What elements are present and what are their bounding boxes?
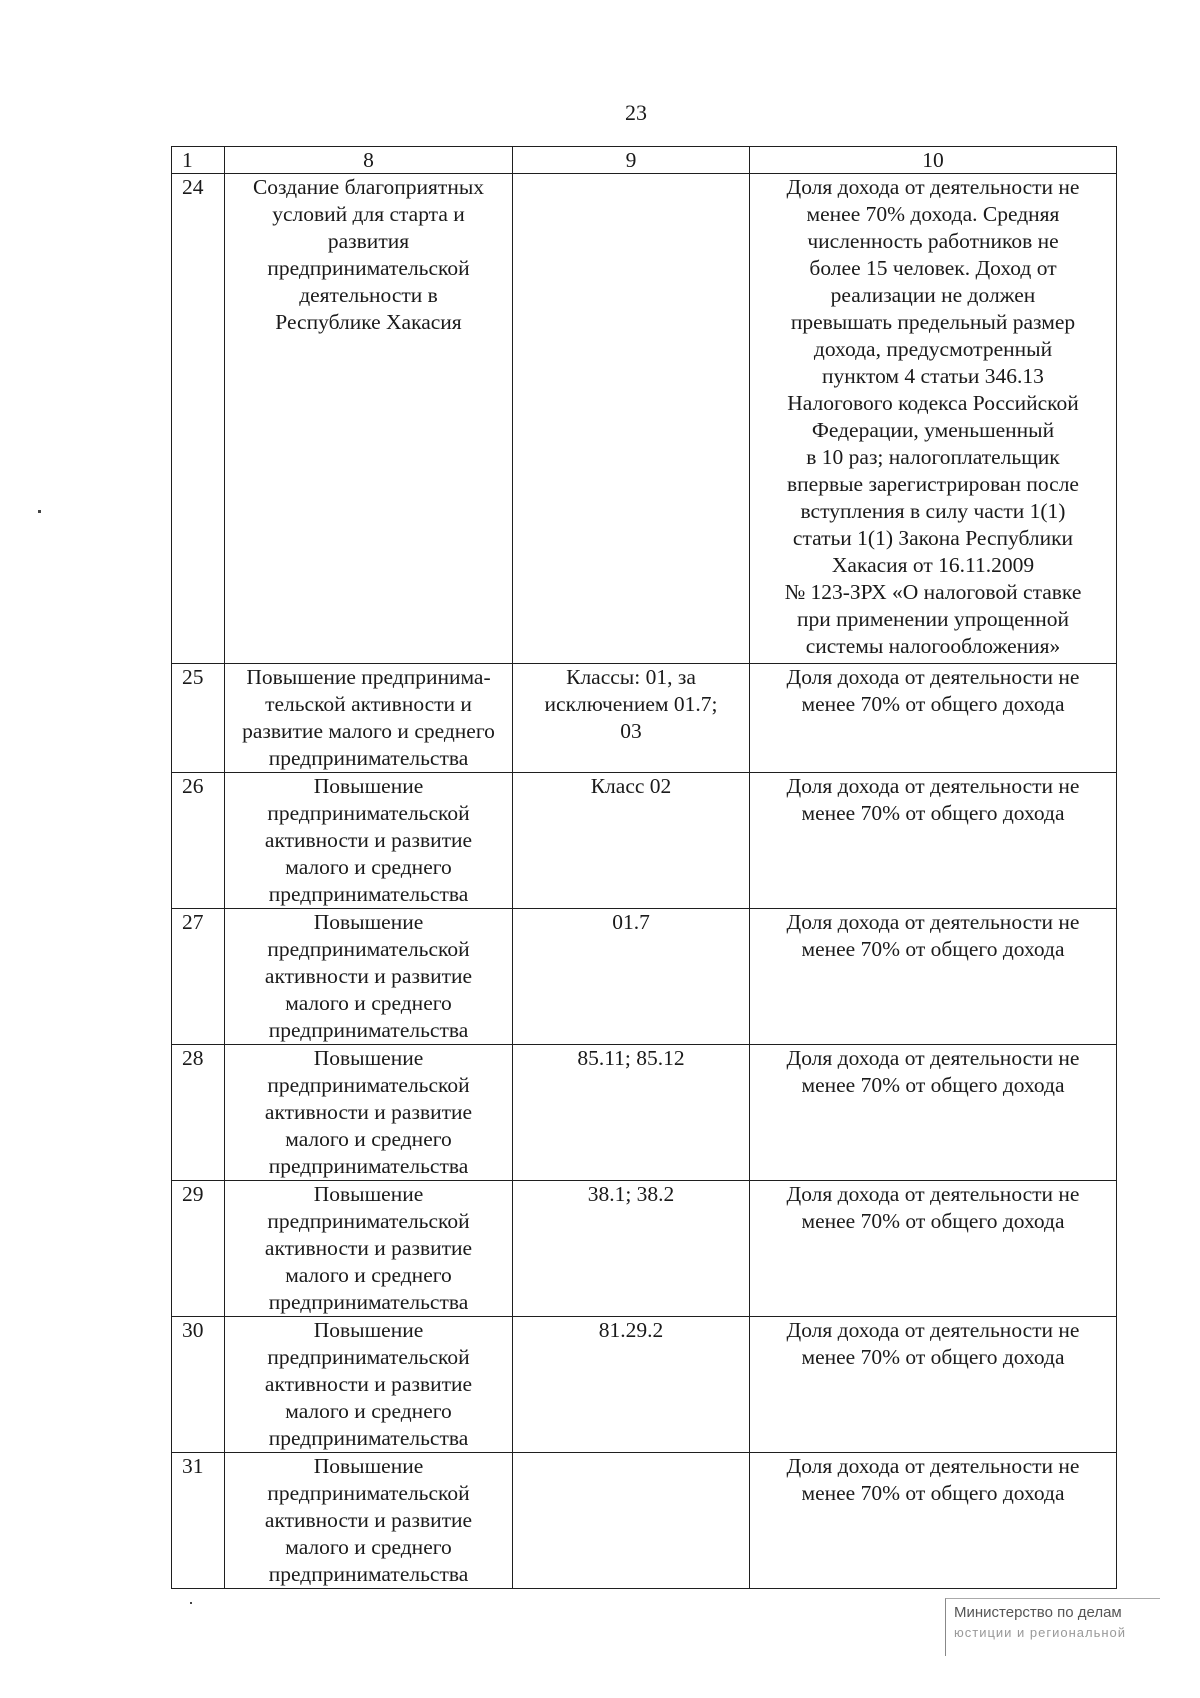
row-number: 31: [172, 1453, 225, 1589]
condition-cell: Доля дохода от деятельности не менее 70% от общего дохода: [750, 1181, 1117, 1317]
tax-rate-table: [171, 146, 1116, 1589]
header-cell-10: 10: [750, 147, 1117, 174]
header-cell-9: 9: [513, 147, 750, 174]
table-row: [172, 1317, 1117, 1453]
condition-cell: Доля дохода от деятельности не менее 70% от общего дохода: [750, 1453, 1117, 1589]
header-cell-1: 1: [172, 147, 225, 174]
activity-code-cell: 81.29.2: [513, 1317, 750, 1453]
table-row: [172, 1453, 1117, 1589]
activity-code-cell: 85.11; 85.12: [513, 1045, 750, 1181]
row-number: 24: [172, 174, 225, 664]
program-name-cell: Повышение предпринимательской активности и развитие малого и среднего предпринимательства: [225, 1045, 513, 1181]
condition-cell: Доля дохода от деятельности не менее 70% от общего дохода: [750, 909, 1117, 1045]
row-number: 29: [172, 1181, 225, 1317]
table: [171, 146, 1117, 1589]
table-row: [172, 909, 1117, 1045]
condition-cell: Доля дохода от деятельности не менее 70% от общего дохода: [750, 1045, 1117, 1181]
ministry-stamp: [945, 1598, 1160, 1656]
condition-cell: Доля дохода от деятельности не менее 70% от общего дохода: [750, 773, 1117, 909]
activity-code-cell: 38.1; 38.2: [513, 1181, 750, 1317]
program-name-cell: Повышение предпринима- тельской активности и развитие малого и среднего предпринимательства: [225, 664, 513, 773]
row-number: 28: [172, 1045, 225, 1181]
activity-code-cell: [513, 174, 750, 664]
header-cell-8: 8: [225, 147, 513, 174]
stamp-line-1: Министерство по делам: [954, 1604, 1122, 1621]
table-row: [172, 174, 1117, 664]
page-number: 23: [625, 100, 647, 125]
activity-code-cell: Классы: 01, за исключением 01.7; 03: [513, 664, 750, 773]
table-header-row: [172, 147, 1117, 174]
program-name-cell: Повышение предпринимательской активности и развитие малого и среднего предпринимательства: [225, 1317, 513, 1453]
condition-cell: Доля дохода от деятельности не менее 70% дохода. Средняя численность работников не более 15 человек. Доход от реализации не должен превышать предельный размер дохода, предусмотренный пунктом 4 статьи 346.13 Налогового кодекса Российской Федерации, уменьшенный в 10 раз; налогоплательщик впервые зарегистрирован после вступления в силу части 1(1) статьи 1(1) Закона Республики Хакасия от 16.11.2009 № 123-ЗРХ «О налоговой ставке при применении упрощенной системы налогообложения»: [750, 174, 1117, 664]
table-row: [172, 1045, 1117, 1181]
stamp-line-2: юстиции и региональной: [954, 1625, 1127, 1640]
condition-cell: Доля дохода от деятельности не менее 70% от общего дохода: [750, 664, 1117, 773]
table-row: [172, 664, 1117, 773]
scan-speck: [190, 1602, 192, 1604]
program-name-cell: Создание благоприятных условий для старта и развития предпринимательской деятельности в Республике Хакасия: [225, 174, 513, 664]
program-name-cell: Повышение предпринимательской активности и развитие малого и среднего предпринимательства: [225, 1181, 513, 1317]
program-name-cell: Повышение предпринимательской активности и развитие малого и среднего предпринимательства: [225, 1453, 513, 1589]
scan-speck: [38, 510, 41, 513]
row-number: 26: [172, 773, 225, 909]
condition-cell: Доля дохода от деятельности не менее 70% от общего дохода: [750, 1317, 1117, 1453]
activity-code-cell: Класс 02: [513, 773, 750, 909]
row-number: 27: [172, 909, 225, 1045]
row-number: 25: [172, 664, 225, 773]
program-name-cell: Повышение предпринимательской активности и развитие малого и среднего предпринимательства: [225, 773, 513, 909]
table-row: [172, 773, 1117, 909]
activity-code-cell: 01.7: [513, 909, 750, 1045]
program-name-cell: Повышение предпринимательской активности и развитие малого и среднего предпринимательства: [225, 909, 513, 1045]
row-number: 30: [172, 1317, 225, 1453]
table-row: [172, 1181, 1117, 1317]
activity-code-cell: [513, 1453, 750, 1589]
